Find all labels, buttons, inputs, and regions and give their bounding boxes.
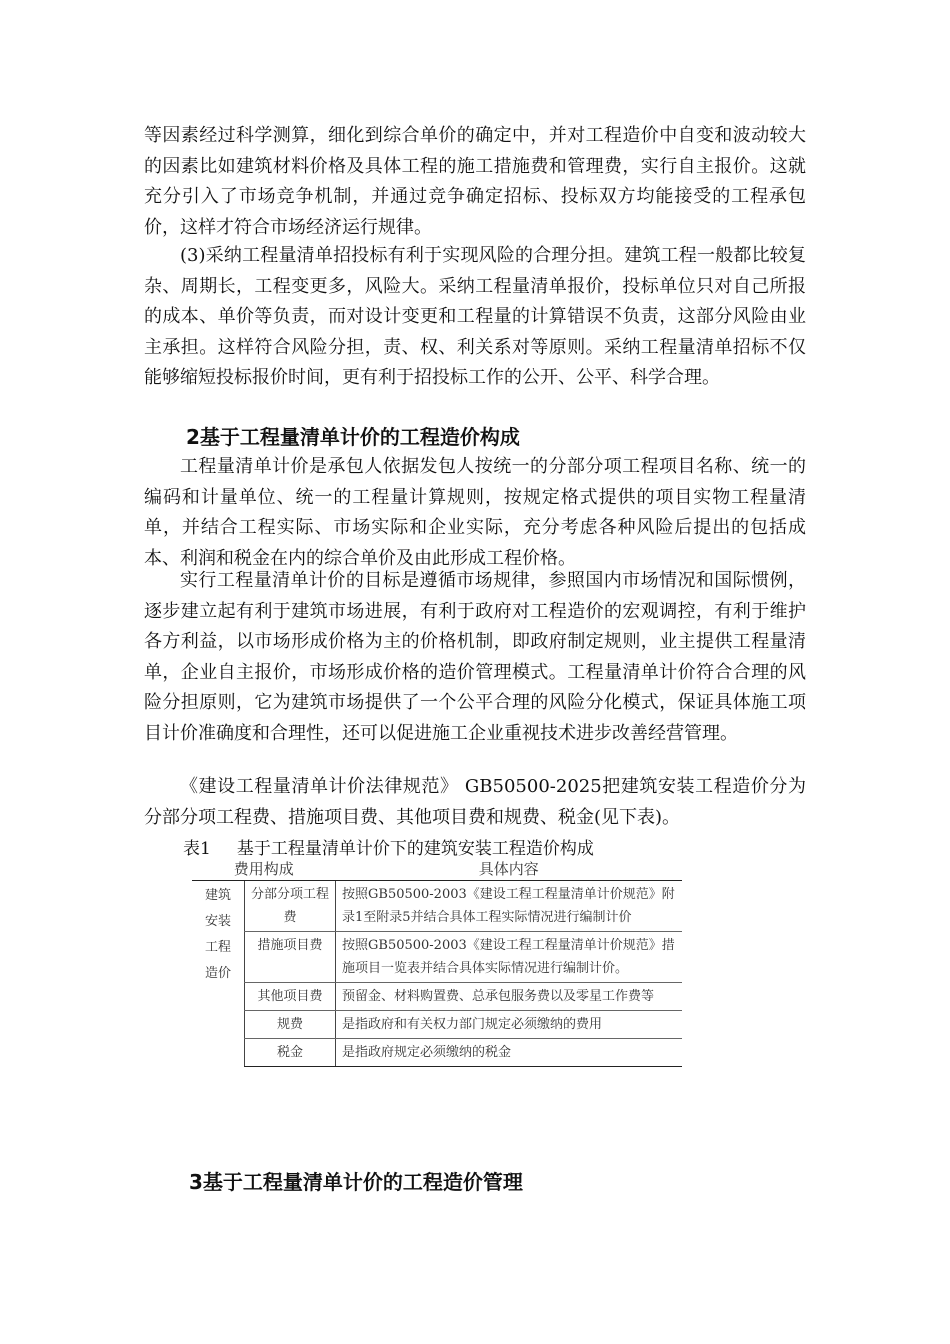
section-heading-3: 3基于工程量清单计价的工程造价管理 <box>189 1170 523 1194</box>
paragraph-standard: 《建设工程量清单计价法律规范》 GB50500-2025把建筑安装工程造价分为分部分项工程费、措施项目费、其他项目费和规费、税金(见下表)。 <box>144 776 806 828</box>
table-caption <box>183 834 594 859</box>
paragraph-risk-sharing: (3)采纳工程量清单招投标有利于实现风险的合理分担。建筑工程一般都比较复杂、周期长，工程变更多，风险大。采纳工程量清单报价，投标单位只对自己所报的成本、单价等负责，而对设计变更和工程量的计算错误不负责，这部分风险由业主承担。这样符合风险分担，责、权、利关系对等原则。采纳工程量清单招标不仅能够缩短投标报价时间，更有利于招投标工作的公开、公平、科学合理。 <box>144 245 806 388</box>
table-row <box>192 1039 682 1067</box>
desc-cell: 是指政府规定必须缴纳的税金 <box>336 1039 683 1067</box>
desc-cell: 是指政府和有关权力部门规定必须缴纳的费用 <box>336 1011 683 1039</box>
table-caption-label: 表1 <box>183 839 211 859</box>
table-header-row <box>192 858 682 881</box>
header-composition: 费用构成 <box>192 858 336 881</box>
item-cell: 其他项目费 <box>245 983 336 1011</box>
table-row <box>192 983 682 1011</box>
cost-composition-table <box>192 858 682 1067</box>
table-row <box>192 932 682 983</box>
table-row <box>192 1011 682 1039</box>
paragraph-market-competition: 等因素经过科学测算，细化到综合单价的确定中，并对工程造价中自变和波动较大的因素比如建筑材料价格及具体工程的施工措施费和管理费，实行自主报价。这就充分引入了市场竞争机制，并通过竞争确定招标、投标双方均能接受的工程承包价，这样才符合市场经济运行规律。 <box>144 125 806 238</box>
table-row <box>192 881 682 932</box>
desc-cell: 预留金、材料购置费、总承包服务费以及零星工作费等 <box>336 983 683 1011</box>
item-cell: 规费 <box>245 1011 336 1039</box>
desc-cell: 按照GB50500-2003《建设工程工程量清单计价规范》附录1至附录5并结合具体工程实际情况进行编制计价 <box>336 881 683 932</box>
category-cell <box>192 881 245 1067</box>
section-heading-2: 2基于工程量清单计价的工程造价构成 <box>186 425 520 449</box>
paragraph-definition: 工程量清单计价是承包人依据发包人按统一的分部分项工程项目名称、统一的编码和计量单位、统一的工程量计算规则，按规定格式提供的项目实物工程量清单，并结合工程实际、市场实际和企业实际，充分考虑各种风险后提出的包括成本、利润和税金在内的综合单价及由此形成工程价格。 <box>144 456 806 569</box>
desc-cell: 按照GB50500-2003《建设工程工程量清单计价规范》措施项目一览表并结合具体实际情况进行编制计价。 <box>336 932 683 983</box>
table-caption-text: 基于工程量清单计价下的建筑安装工程造价构成 <box>236 839 594 859</box>
category-label: 建筑 安装 工程 造价 <box>204 888 231 981</box>
paragraph-objective: 实行工程量清单计价的目标是遵循市场规律，参照国内市场情况和国际惯例，逐步建立起有利于建筑市场进展，有利于政府对工程造价的宏观调控，有利于维护各方利益，以市场形成价格为主的价格机制，即政府制定规则，业主提供工程量清单，企业自主报价，市场形成价格的造价管理模式。工程量清单计价符合合理的风险分担原则，它为建筑市场提供了一个公平合理的风险分化模式，保证具体施工项目计价准确度和合理性，还可以促进施工企业重视技术进步改善经营管理。 <box>144 570 806 744</box>
item-cell: 税金 <box>245 1039 336 1067</box>
header-content: 具体内容 <box>336 858 683 881</box>
item-cell: 措施项目费 <box>245 932 336 983</box>
item-cell: 分部分项工程费 <box>245 881 336 932</box>
